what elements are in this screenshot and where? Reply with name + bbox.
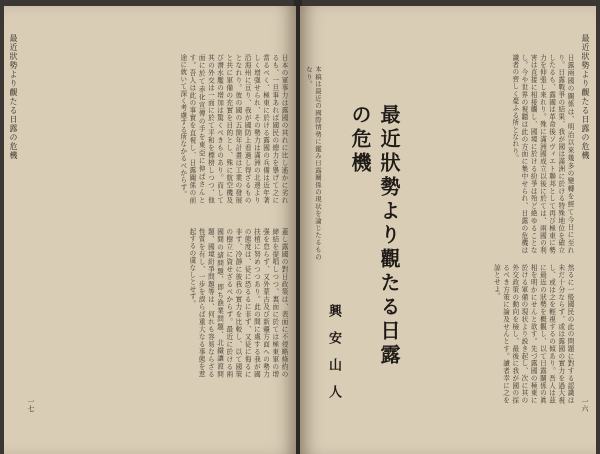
right-page (300, 6, 596, 454)
left-page (4, 6, 296, 454)
right-upper-text: 日露兩國の關係は、明治以來幾多の變轉を經て今日に至れり。日露戰爭の結果、我が國は滿洲に於ける特殊地位を確立したるも、露國は革命後ソヴィエト聯邦として再び極東に勢力を伸張し來れり。殊に滿洲國成立以後に於ては、兩國の利害は直接に相接觸し、國境に於ける紛爭は殆ど絶ゆることなし。今や世界の視聽は此の方面に集中せられ、日露の危機は識者の齊しく憂ふる所となれり。 (510, 54, 574, 254)
article-author: 興安山人 (326, 304, 341, 412)
right-folio: 一六 (581, 398, 589, 412)
right-lower-text: 然るに一般國民の此の問題に對する認識は未だ十分ならず、或は露國の實力を過大視し、或は之を輕視するの傾あり。吾人は茲に最近の狀勢を概觀し、以て日露關係の眞相を明かにせんと欲す。先づ露國の極東に於ける軍備の現状より説き起し、次に其の外交政策の動向を檢し、最後に我が國の採るべき方策に論及せんとす。讀者幸に之を諒とせよ。 (492, 264, 574, 404)
right-bottom-text (380, 264, 480, 404)
left-upper-text: 日本の軍事力は露國の其れに比し遙かに劣れるも、一旦事あれば國民の總力を擧げて之に當るべく、極東に於ける露國の兵備は近年著しく增强せられ、その勢力は滿洲の北邊より沿海州に亘り、我が國防上看過し得ざるものとなれり。彼の國の五箇年計畫は工業の發展と共に軍備の充實を目的とし、殊に航空機及び潛水艦の增加は驚くべきものあり。而して其の外交は一面に於て平和を標榜しつつ、他面に於て赤化宣傳の手を東亞に伸ばさんとす。吾人は此の事實を直視し、日露關係の前途に就いて深く考慮する所なかるべからず。 (178, 54, 288, 204)
right-running-head: 最近狀勢より觀たる日露の危機 (581, 34, 590, 160)
left-lower-text: 蓋し露國の對日政策は、表面に不侵略條約の締結を提唱しつつ、裏面に於ては極東軍の增强を怠らず、又外蒙古及び新疆方面への勢力扶植に努めつつあり。此の間に處する我が國の態度は、徒に恐るるに非ず、又徒に侮るに非ず、冷靜に彼我の實力を比較し、以て國策の樹立に資せざるべからず。最近に於ける兩國間の諸問題、即ち漁業問題、北鐵讓渡問題、國境紛爭問題等は、何れも容易ならざる性質を有し、一步を誤らば重大なる事態を惹起するの虞なしとせず。 (187, 228, 288, 378)
left-running-head: 最近狀勢より觀たる日露の危機 (9, 34, 18, 160)
left-folio: 一七 (27, 398, 35, 412)
article-epigraph: 本稿は最近の國際情勢に鑑み日露關係の現状を論じたるものなり。 (305, 66, 322, 261)
article-title: 最近狀勢より觀たる日露の危機 (348, 104, 401, 368)
